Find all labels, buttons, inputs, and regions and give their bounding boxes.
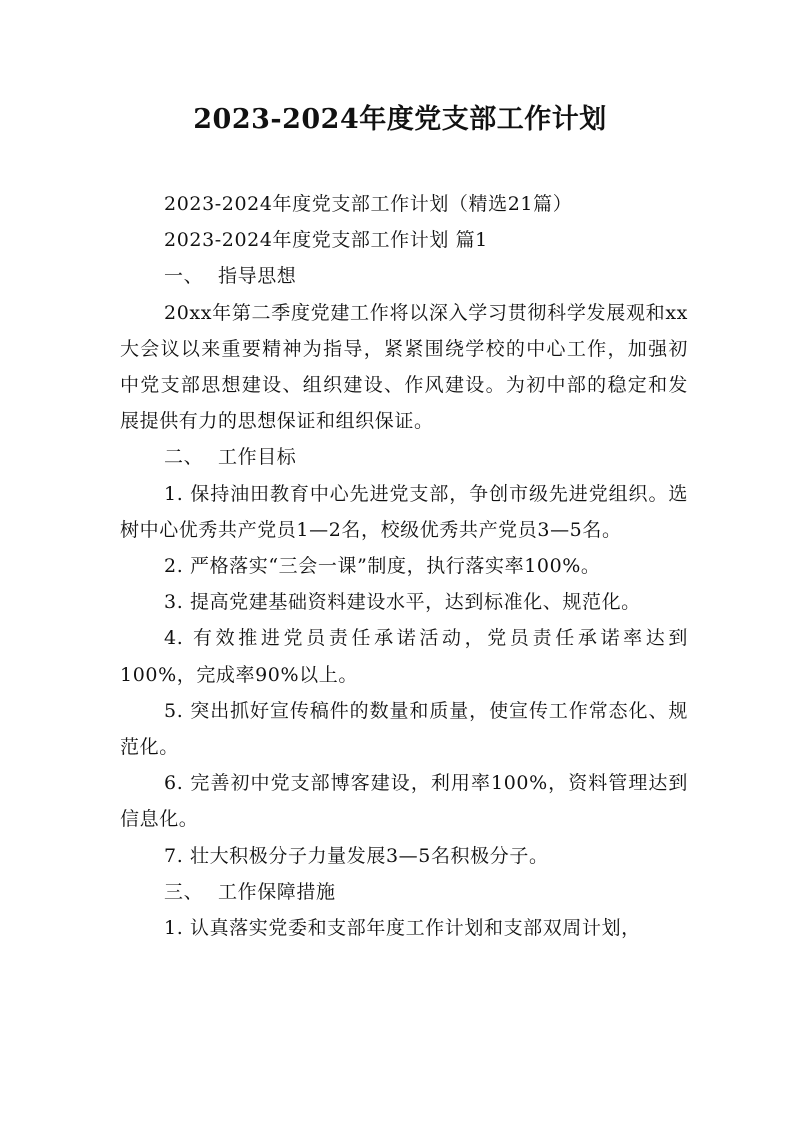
goal-item-7: 7. 壮大积极分子力量发展3—5名积极分子。 <box>164 844 549 867</box>
paragraph-collection-title: 2023-2024年度党支部工作计划（精选21篇） <box>164 193 573 215</box>
goal-item-3: 3. 提高党建基础资料建设水平，达到标准化、规范化。 <box>164 591 641 614</box>
section-number-2: 二、 <box>164 446 204 469</box>
section-number-3: 三、 <box>164 880 204 903</box>
section-number-1: 一、 <box>164 265 204 288</box>
goal-item-1: 1. 保持油田教育中心先进党支部，争创市级先进党组织。选树中心优秀共产党员1—2名，校级优秀共产党员3—5名。 <box>120 482 688 541</box>
document-title: 2023-2024年度党支部工作计划 <box>193 104 607 135</box>
document-body <box>120 186 688 946</box>
section-heading-text-3: 工作保障措施 <box>218 880 336 903</box>
section-heading-2 <box>120 439 688 475</box>
section-heading-3 <box>120 874 688 910</box>
goal-item-4: 4. 有效推进党员责任承诺活动，党员责任承诺率达到100%，完成率90%以上。 <box>120 627 688 686</box>
section-heading-text-1: 指导思想 <box>218 265 297 288</box>
goal-item-5: 5. 突出抓好宣传稿件的数量和质量，使宣传工作常态化、规范化。 <box>120 699 688 759</box>
goal-item-2: 2. 严格落实“三会一课”制度，执行落实率100%。 <box>164 555 601 578</box>
section-paragraph-1: 20xx年第二季度党建工作将以深入学习贯彻科学发展观和xx大会议以来重要精神为指导，紧紧围绕学校的中心工作，加强初中党支部思想建设、组织建设、作风建设。为初中部的稳定和发展提供有力的思想保证和组织保证。 <box>120 301 688 433</box>
goal-item-6: 6. 完善初中党支部博客建设，利用率100%，资料管理达到信息化。 <box>120 772 688 831</box>
paragraph-article-title: 2023-2024年度党支部工作计划 篇1 <box>164 229 488 252</box>
section-heading-1 <box>120 258 688 294</box>
section-heading-text-2: 工作目标 <box>218 446 297 469</box>
measure-item-1: 1. 认真落实党委和支部年度工作计划和支部双周计划， <box>164 917 641 940</box>
